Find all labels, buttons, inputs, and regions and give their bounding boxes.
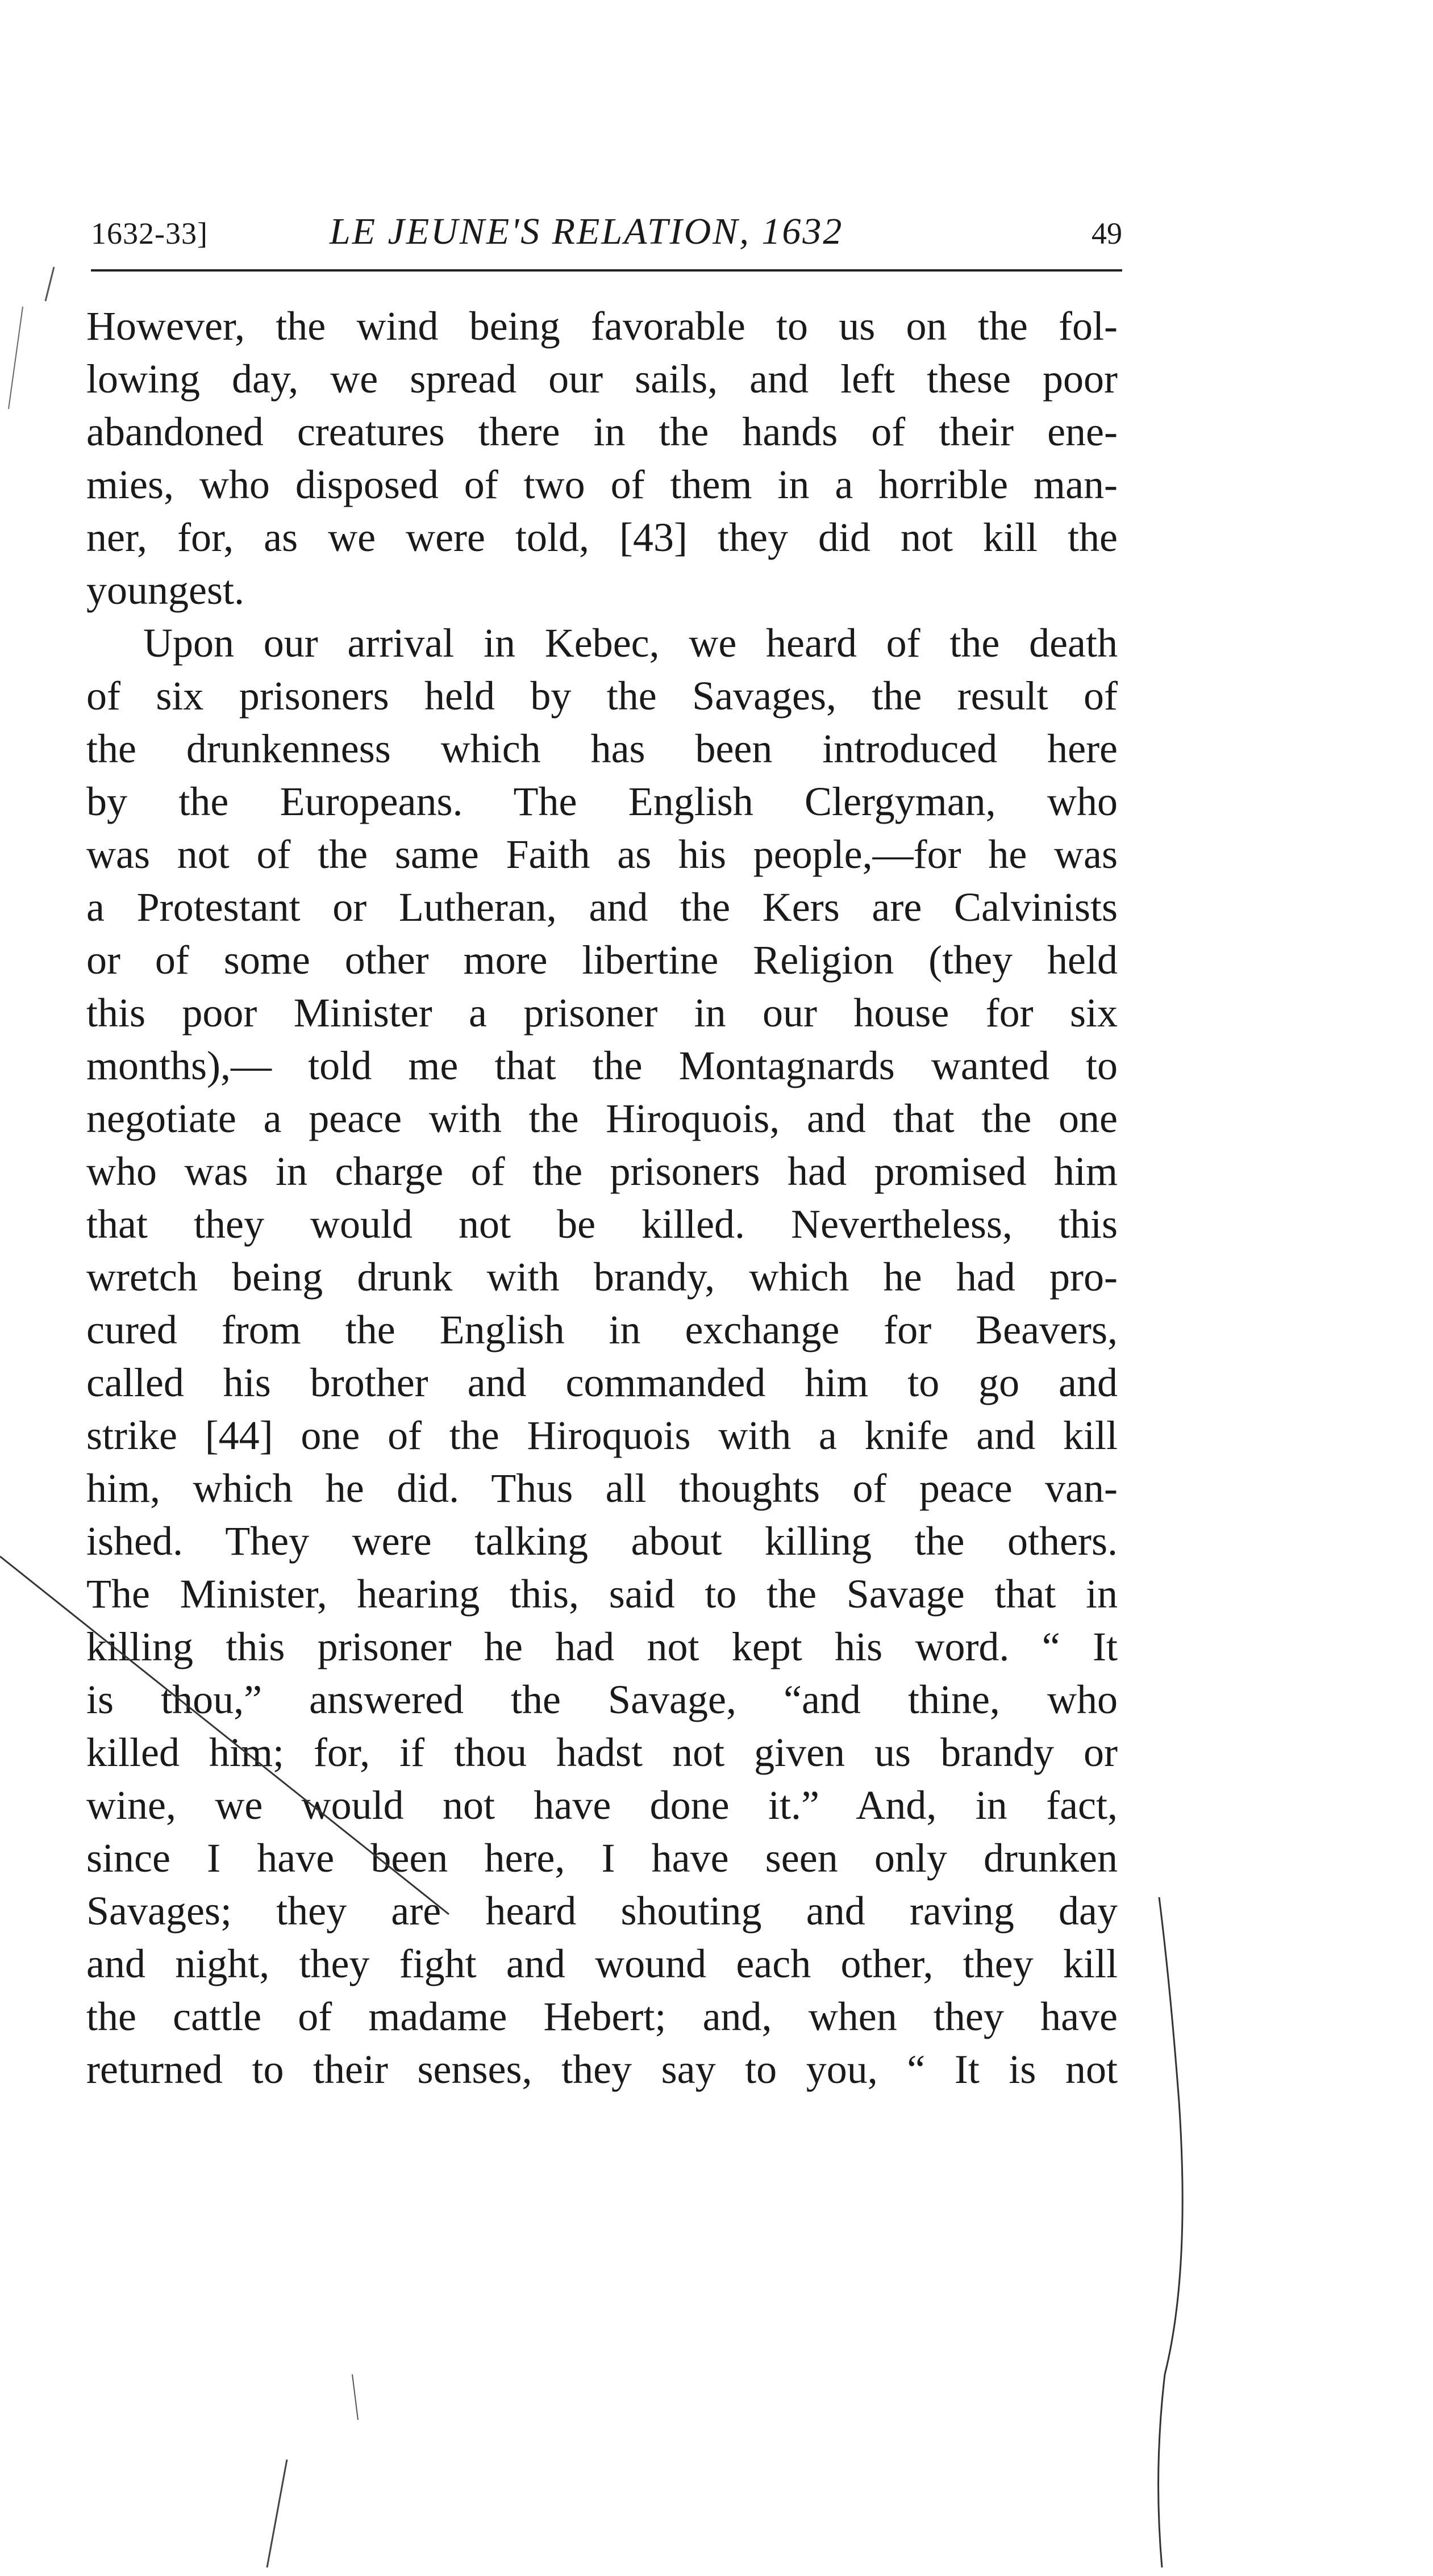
text-line: abandoned creatures there in the hands of their ene- bbox=[86, 409, 1118, 454]
text-line: a Protestant or Lutheran, and the Kers are Calvinists bbox=[86, 884, 1118, 930]
text-line: months),— told me that the Montagnards wanted to bbox=[86, 1043, 1118, 1088]
text-line: or of some other more libertine Religion (they held bbox=[86, 937, 1118, 983]
text-line: him, which he did. Thus all thoughts of peace van- bbox=[86, 1466, 1118, 1511]
text-line: was not of the same Faith as his people,—for he was bbox=[86, 832, 1118, 877]
body-text bbox=[86, 300, 1118, 2096]
text-line: the cattle of madame Hebert; and, when they have bbox=[86, 1994, 1118, 2039]
text-line: that they would not be killed. Nevertheless, this bbox=[86, 1201, 1118, 1247]
text-line: is thou,” answered the Savage, “and thine, who bbox=[86, 1677, 1118, 1722]
text-line: However, the wind being favorable to us on the fol- bbox=[86, 303, 1118, 349]
text-line: called his brother and commanded him to go and bbox=[86, 1360, 1118, 1405]
page-number: 49 bbox=[1092, 216, 1122, 250]
text-line: negotiate a peace with the Hiroquois, and that the one bbox=[86, 1096, 1118, 1141]
text-line: cured from the English in exchange for Beavers, bbox=[86, 1307, 1118, 1352]
text-line: who was in charge of the prisoners had promised him bbox=[86, 1149, 1118, 1194]
header-years: 1632-33] bbox=[91, 216, 208, 250]
text-line: ner, for, as we were told, [43] they did not kill the bbox=[86, 515, 1118, 560]
header-title: LE JEUNE'S RELATION, 1632 bbox=[330, 211, 844, 252]
text-line: Savages; they are heard shouting and raving day bbox=[86, 1888, 1118, 1934]
text-line: ished. They were talking about killing the others. bbox=[86, 1518, 1118, 1564]
margin-scratch-line bbox=[9, 307, 23, 409]
text-line: by the Europeans. The English Clergyman, who bbox=[86, 779, 1118, 824]
text-line: The Minister, hearing this, said to the Savage that in bbox=[86, 1571, 1118, 1617]
text-line: mies, who disposed of two of them in a horrible man- bbox=[86, 462, 1118, 507]
text-line: of six prisoners held by the Savages, the result of bbox=[86, 673, 1118, 719]
text-line: lowing day, we spread our sails, and left these poor bbox=[86, 356, 1118, 402]
margin-scratch-line bbox=[45, 267, 54, 301]
margin-scratch-line bbox=[352, 2374, 358, 2420]
text-line: youngest. bbox=[86, 567, 244, 613]
text-line: returned to their senses, they say to you, “ It is not bbox=[86, 2047, 1118, 2092]
paragraph-start-line: Upon our arrival in Kebec, we heard of the death bbox=[143, 620, 1118, 666]
text-line: wine, we would not have done it.” And, in fact, bbox=[86, 1782, 1118, 1828]
header-rule bbox=[91, 269, 1122, 272]
running-header bbox=[91, 210, 1122, 258]
text-line: and night, they fight and wound each other, they kill bbox=[86, 1941, 1118, 1986]
margin-scratch-line bbox=[1159, 1897, 1183, 2567]
text-line: strike [44] one of the Hiroquois with a knife and kill bbox=[86, 1413, 1118, 1458]
text-line: this poor Minister a prisoner in our house for six bbox=[86, 990, 1118, 1036]
text-line: the drunkenness which has been introduced here bbox=[86, 726, 1118, 771]
text-line: killing this prisoner he had not kept his word. “ It bbox=[86, 1624, 1118, 1669]
text-line: wretch being drunk with brandy, which he had pro- bbox=[86, 1254, 1118, 1300]
text-line: since I have been here, I have seen only drunken bbox=[86, 1835, 1118, 1881]
text-line: killed him; for, if thou hadst not given us brandy or bbox=[86, 1730, 1118, 1775]
margin-scratch-line bbox=[267, 2460, 287, 2567]
